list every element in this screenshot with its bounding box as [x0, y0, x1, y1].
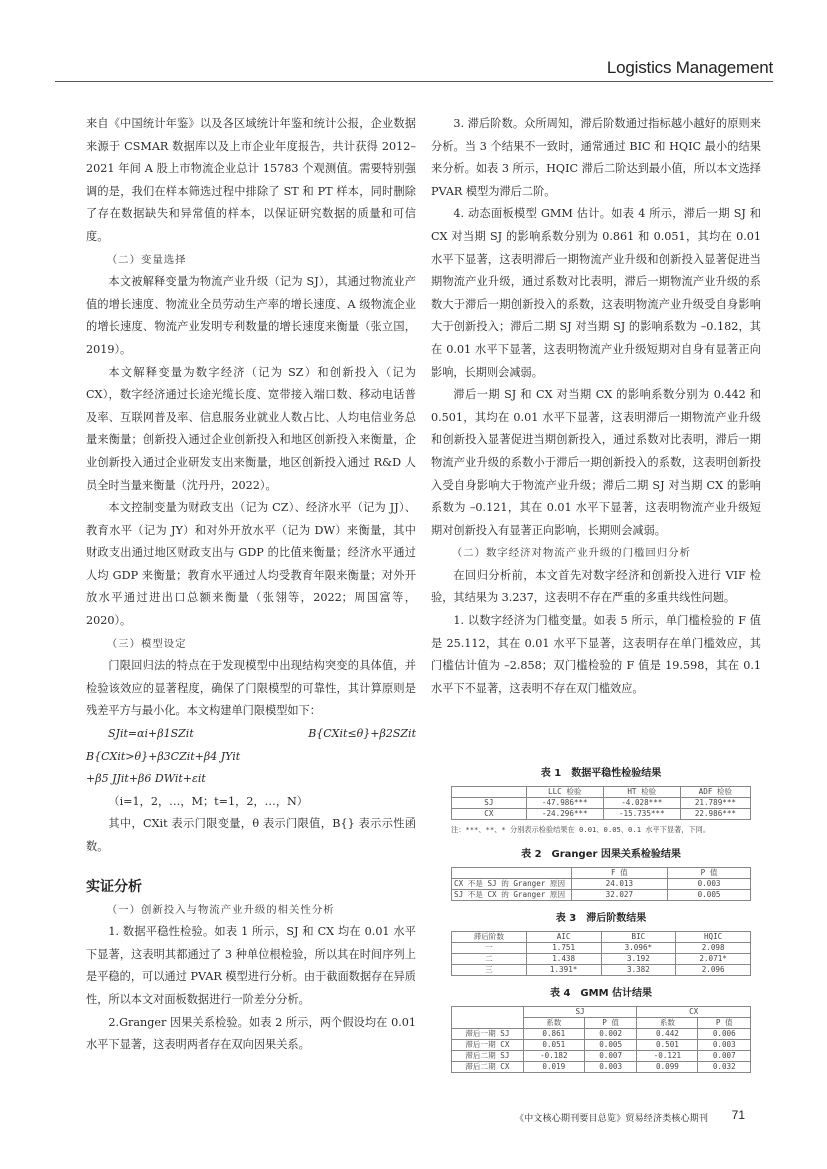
table-cell: 0.442 [637, 1029, 698, 1040]
table-cell: 0.003 [584, 1062, 636, 1073]
table-cell: 0.501 [637, 1040, 698, 1051]
table-3-lag-order [451, 931, 751, 976]
table-cell: 0.005 [584, 1040, 636, 1051]
right-column [431, 113, 761, 700]
journal-title: Logistics Management [606, 58, 773, 77]
table-row [452, 879, 751, 890]
table-cell: 3.096* [601, 943, 676, 954]
table-cell: 滞后二期 CX [452, 1062, 524, 1073]
table-header-row [452, 787, 751, 798]
table-4-block [451, 986, 751, 1073]
table-header-cell: 系数 [637, 1018, 698, 1029]
table-row [452, 1040, 751, 1051]
paragraph-threshold-method: 门限回归法的特点在于发现模型中出现结构突变的具体值，并检验该效应的显著程度，确保了门限模型的可靠性，其计算原则是残差平方与最小化。本文构建单门限模型如下： [86, 659, 416, 718]
table-cell: 0.007 [584, 1051, 636, 1062]
table-header-cell: HT 检验 [603, 787, 680, 798]
paragraph-gmm-cx: 滞后一期 SJ 和 CX 对当期 CX 的影响系数分别为 0.442 和 0.501，其均在 0.01 水平下显著，这表明滞后一期物流产业升级和创新投入显著促进当期创新投入，通过系数对比表明，滞后一期物流产业升级的系数小于滞后一期创新投入的系数，这表明创新投入受自身影响大于物流产业升级；滞后二期 SJ 对当期 CX 的影响系数为 –0.121，其在 0.01 水平下显著，这表明物流产业升级短期对创新投入有显著正向影响，长期则会减弱。 [431, 388, 761, 537]
formula-condition: （i=1，2，…，M；t=1，2，…，N） [108, 794, 308, 808]
footer-publication: 《中文核心期刊要目总览》贸易经济类核心期刊 [515, 1114, 709, 1124]
table-cell: 0.051 [523, 1040, 584, 1051]
table-cell: 0.019 [523, 1062, 584, 1073]
table-row [452, 890, 751, 901]
paragraph-data-sources: 来自《中国统计年鉴》以及各区域统计年鉴和统计公报，企业数据来源于 CSMAR 数据库以及上市企业年度报告，共计获得 2012–2021 年间 A 股上市物流企业总计 15783 个观测值。需要特别强调的是，我们在样本筛选过程中排除了 ST 和 PT 样本，同时删除了存在数据缺失和异常值的样本，以保证研究数据的质量和可信度。 [86, 117, 416, 243]
table-cell: -47.986*** [526, 798, 603, 809]
table-header-cell [452, 1007, 524, 1029]
table-1-caption: 表 1 数据平稳性检验结果 [540, 768, 662, 779]
table-row [452, 798, 751, 809]
table-header-cell [452, 787, 527, 798]
table-header-cell: 滞后阶数 [452, 932, 527, 943]
formula-line-2: +β5 JJit+β6 DWit+εit [86, 772, 206, 786]
table-cell: 0.006 [698, 1029, 751, 1040]
table-cell: SJ 不是 CX 的 Granger 原因 [452, 890, 572, 901]
table-header-cell: P 值 [668, 868, 751, 879]
table-cell: 1.391* [526, 965, 601, 976]
table-cell: 0.861 [523, 1029, 584, 1040]
table-cell: 1.751 [526, 943, 601, 954]
table-2-caption: 表 2 Granger 因果关系检验结果 [521, 849, 681, 860]
table-header-cell [452, 868, 572, 879]
paragraph-granger-test: 2.Granger 因果关系检验。如表 2 所示，两个假设均在 0.01 水平下显著，这表明两者存在双向因果关系。 [86, 1015, 416, 1052]
table-3-block [451, 911, 751, 976]
subheading-variable-selection: （二）变量选择 [106, 253, 187, 266]
paragraph-control-variables: 本文控制变量为财政支出（记为 CZ）、经济水平（记为 JJ）、教育水平（记为 JY）和对外开放水平（记为 DW）来衡量，其中财政支出通过地区财政支出与 GDP 的比值来衡量；经济水平通过人均 GDP 来衡量；教育水平通过人均受教育年限来衡量；对外开放水平通过进出口总额来衡量（张翎等，2022；周国富等，2020）。 [86, 501, 416, 628]
table-2-granger [451, 867, 751, 901]
table-cell: 滞后一期 CX [452, 1040, 524, 1051]
paragraph-dependent-variable: 本文被解释变量为物流产业升级（记为 SJ），其通过物流业产值的增长速度、物流业全员劳动生产率的增长速度、A 级物流企业的增长速度、物流产业发明专利数量的增长速度来衡量（张立国，2019）。 [86, 275, 416, 356]
table-header-cell: LLC 检验 [526, 787, 603, 798]
paragraph-formula-explanation: 其中，CXit 表示门限变量，θ 表示门限值，B{} 表示示性函数。 [86, 817, 416, 853]
running-header [55, 58, 773, 82]
table-header-cell: AIC [526, 932, 601, 943]
page-number: 71 [731, 1108, 745, 1122]
table-header-cell: F 值 [571, 868, 668, 879]
table-cell: 0.003 [668, 879, 751, 890]
paragraph-stationarity-test: 1. 数据平稳性检验。如表 1 所示，SJ 和 CX 均在 0.01 水平下显著，这表明其都通过了 3 种单位根检验，所以其在时间序列上是平稳的，可以通过 PVAR 模型进行分析。由于截面数据存在异质性，所以本文对面板数据进行一阶差分分析。 [86, 925, 416, 1006]
table-cell: 24.013 [571, 879, 668, 890]
formula-line-1: SJit=αi+β1SZit B{CXit≤θ}+β2SZit B{CXit>θ}+β3CZit+β4 JYit [86, 727, 416, 763]
table-4-gmm [451, 1006, 751, 1073]
table-header-row [452, 932, 751, 943]
table-row [452, 943, 751, 954]
table-cell: 3.192 [601, 954, 676, 965]
table-row [452, 954, 751, 965]
table-cell: 0.005 [668, 890, 751, 901]
left-column [86, 113, 416, 1057]
table-cell: 三 [452, 965, 527, 976]
section-title-empirical-analysis: 实证分析 [86, 878, 142, 895]
table-header-cell: P 值 [584, 1018, 636, 1029]
table-group-header-row [452, 1007, 751, 1018]
table-cell: 2.096 [676, 965, 751, 976]
table-cell: 0.002 [584, 1029, 636, 1040]
table-cell: 二 [452, 954, 527, 965]
table-header-cell: 系数 [523, 1018, 584, 1029]
table-header-cell: BIC [601, 932, 676, 943]
table-header-cell: ADF 检验 [680, 787, 750, 798]
table-cell: 22.986*** [680, 809, 750, 820]
table-group-header-sj: SJ [523, 1007, 637, 1018]
table-4-caption: 表 4 GMM 估计结果 [549, 988, 653, 999]
table-cell: 1.438 [526, 954, 601, 965]
table-header-cell: HQIC [676, 932, 751, 943]
table-header-row [452, 868, 751, 879]
table-cell: CX [452, 809, 527, 820]
subheading-threshold-regression: （二）数字经济对物流产业升级的门槛回归分析 [451, 547, 691, 560]
table-cell: 0.007 [698, 1051, 751, 1062]
paragraph-lag-order: 3. 滞后阶数。众所周知，滞后阶数通过指标越小越好的原则来分析。当 3 个结果不一致时，通常通过 BIC 和 HQIC 最小的结果来分析。如表 3 所示，HQIC 滞后二阶达到最小值，所以本文选择 PVAR 模型为滞后二阶。 [431, 117, 761, 198]
table-cell: 滞后一期 SJ [452, 1029, 524, 1040]
table-3-caption: 表 3 滞后阶数结果 [555, 913, 647, 924]
table-cell: SJ [452, 798, 527, 809]
tables-block [451, 766, 751, 1083]
table-row [452, 1062, 751, 1073]
subheading-correlation-analysis: （一）创新投入与物流产业升级的相关性分析 [106, 903, 335, 916]
table-1-block [451, 766, 751, 837]
table-cell: -0.182 [523, 1051, 584, 1062]
table-row [452, 965, 751, 976]
paragraph-vif-test: 在回归分析前，本文首先对数字经济和创新投入进行 VIF 检验，其结果为 3.237，这表明不存在严重的多重共线性问题。 [431, 568, 761, 605]
table-cell: 一 [452, 943, 527, 954]
table-1-note: 注：***、**、* 分别表示检验结果在 0.01、0.05、0.1 水平下显著，下同。 [451, 825, 711, 834]
table-row [452, 1029, 751, 1040]
paragraph-gmm-estimation: 4. 动态面板模型 GMM 估计。如表 4 所示，滞后一期 SJ 和 CX 对当期 SJ 的影响系数分别为 0.861 和 0.051，其均在 0.01 水平下显著，这表明滞后一期物流产业升级和创新投入显著促进当期物流产业升级，通过系数对比表明，滞后一期物流产业升级的系数大于滞后一期创新投入的系数，这表明物流产业升级受自身影响大于创新投入；滞后二期 SJ 对当期 SJ 的影响系数为 –0.182，其在 0.01 水平下显著，这表明物流产业升级短期对自身有显著正向影响，长期则会减弱。 [431, 207, 761, 379]
paragraph-threshold-variable: 1. 以数字经济为门槛变量。如表 5 所示，单门槛检验的 F 值是 25.112，其在 0.01 水平下显著，这表明存在单门槛效应，其门槛估计值为 –2.858；双门槛检验的 F 值是 19.598，其在 0.1 水平下不显著，这表明不存在双门槛效应。 [431, 614, 761, 695]
table-cell: 32.027 [571, 890, 668, 901]
table-cell: 21.789*** [680, 798, 750, 809]
table-cell: -24.296*** [526, 809, 603, 820]
table-2-block [451, 847, 751, 901]
table-cell: -4.028*** [603, 798, 680, 809]
table-cell: 0.003 [698, 1040, 751, 1051]
table-cell: -15.735*** [603, 809, 680, 820]
table-row [452, 809, 751, 820]
subheading-model-setup: （三）模型设定 [106, 637, 187, 650]
table-cell: 2.098 [676, 943, 751, 954]
table-cell: CX 不是 SJ 的 Granger 原因 [452, 879, 572, 890]
table-cell: -0.121 [637, 1051, 698, 1062]
table-group-header-cx: CX [637, 1007, 751, 1018]
table-header-cell: P 值 [698, 1018, 751, 1029]
table-1-stationarity [451, 786, 751, 820]
table-cell: 0.099 [637, 1062, 698, 1073]
paragraph-explanatory-variables: 本文解释变量为数字经济（记为 SZ）和创新投入（记为 CX），数字经济通过长途光缆长度、宽带接入端口数、移动电话普及率、互联网普及率、信息服务业就业人数占比、人均电信业务总量来衡量；创新投入通过企业创新投入和地区创新投入来衡量，企业创新投入通过企业研发支出来衡量，地区创新投入通过 R&D 人员全时当量来衡量（沈丹丹，2022）。 [86, 365, 416, 492]
table-cell: 2.071* [676, 954, 751, 965]
table-cell: 3.382 [601, 965, 676, 976]
table-cell: 滞后二期 SJ [452, 1051, 524, 1062]
table-cell: 0.032 [698, 1062, 751, 1073]
page-footer [515, 1108, 775, 1124]
table-row [452, 1051, 751, 1062]
